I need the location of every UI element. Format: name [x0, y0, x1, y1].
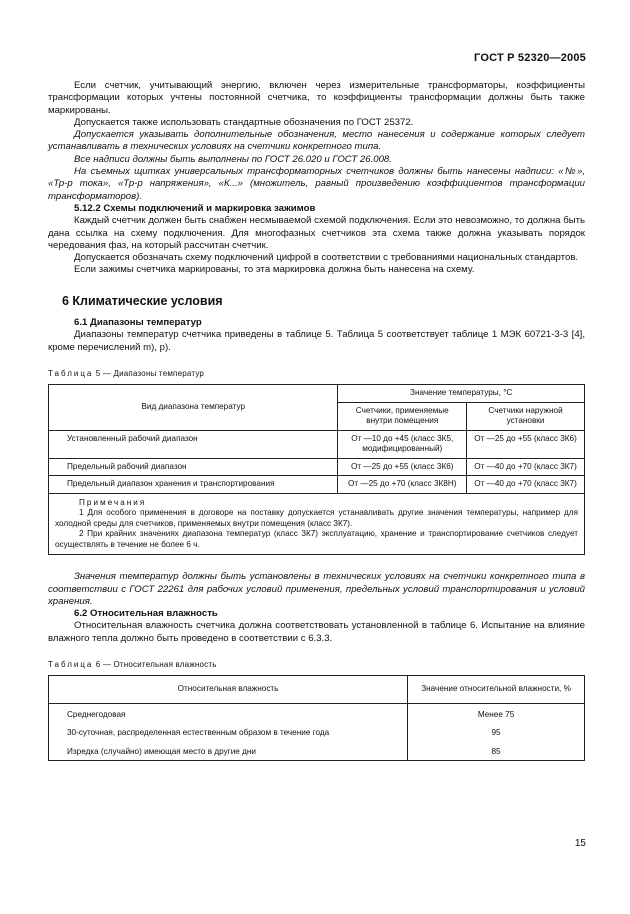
paragraph: Значения температур должны быть установлены в технических условиях на счетчики конкретного типа в соответствии с ГОСТ 22261 для рабочих условий применения, предельных условий транспортирования и условий хранения. — [48, 571, 585, 607]
table-cell: 95 — [408, 723, 585, 742]
note-item: 1 Для особого применения в договоре на поставку допускается устанавливать другие значения температуры, например для холодной среды для счетчиков, применяемых внутри помещения (класс 3К7). — [55, 508, 578, 528]
paragraph: Диапазоны температур счетчика приведены в таблице 5. Таблица 5 соответствует таблице 1 МЭК 60721-3-3 [4], кроме перечислений m), p). — [48, 329, 585, 353]
table-cell: От —40 до +70 (класс 3К7) — [467, 476, 585, 494]
paragraph: Если счетчик, учитывающий энергию, включен через измерительные трансформаторы, коэффициенты трансформации которых учтены постоянной счетчика, то коэффициенты трансформации должны быть также маркированы. — [48, 80, 585, 116]
table-cell: От —25 до +70 (класс 3К8Н) — [338, 476, 467, 494]
table-cell: 30-суточная, распределенная естественным образом в течение года — [49, 723, 408, 742]
document-id: ГОСТ Р 52320—2005 — [474, 52, 586, 64]
paragraph: Если зажимы счетчика маркированы, то эта маркировка должна быть нанесена на схему. — [74, 264, 475, 276]
table-header: Вид диапазона температур — [49, 385, 338, 431]
humidity-table — [48, 675, 585, 761]
table-row — [49, 723, 585, 742]
table-caption-word: Таблица — [48, 368, 94, 378]
table-cell: 85 — [408, 742, 585, 761]
paragraph: Допускается обозначать схему подключений цифрой в соответствии с требованиями национальных стандартов. — [74, 252, 579, 264]
table-cell: Среднегодовая — [49, 703, 408, 723]
table-header: Счетчики, применяемые внутри помещения — [338, 402, 467, 430]
paragraph: Допускается также использовать стандартные обозначения по ГОСТ 25372. — [74, 116, 414, 128]
table-header: Счетчики наружной установки — [467, 402, 585, 430]
table-notes — [49, 493, 585, 555]
table-cell: От —40 до +70 (класс 3К7) — [467, 458, 585, 476]
table-cell: Изредка (случайно) имеющая место в другие дни — [49, 742, 408, 761]
table-caption — [48, 659, 585, 671]
note-item: 2 При крайних значениях диапазона температур (класс 3К7) эксплуатацию, хранение и транспортирование счетчиков следует осуществлять в течение не более 6 ч. — [55, 529, 578, 549]
paragraph: На съемных щитках универсальных трансформаторных счетчиков должны быть нанесены надписи: «№», «Тр-р тока», «Тр-р напряжения», «К...» (множитель, равный произведению коэффициентов трансформации трансформаторов). — [48, 166, 585, 202]
table-cell: Предельный рабочий диапазон — [49, 458, 338, 476]
notes-title: Примечания — [79, 497, 147, 507]
subsection-title: 6.1 Диапазоны температур — [74, 317, 202, 329]
table-row — [49, 430, 585, 458]
table-cell: Установленный рабочий диапазон — [49, 430, 338, 458]
subsection-title: 6.2 Относительная влажность — [74, 608, 218, 620]
table-header: Значение температуры, °С — [338, 385, 585, 403]
paragraph: Допускается указывать дополнительные обозначения, место нанесения и содержание которых следует устанавливать в технических условиях на счетчики конкретного типа. — [48, 129, 585, 153]
paragraph: Все надписи должны быть выполнены по ГОСТ 26.020 и ГОСТ 26.008. — [74, 153, 392, 165]
paragraph: Относительная влажность счетчика должна соответствовать установленной в таблице 6. Испытание на влияние влажного тепла должно быть проведено в соответствии с 6.3.3. — [48, 620, 585, 644]
table-cell: Предельный диапазон хранения и транспортирования — [49, 476, 338, 494]
table-row — [49, 458, 585, 476]
table-header: Относительная влажность — [49, 676, 408, 704]
table-caption-text: 5 — Диапазоны температур — [93, 368, 205, 378]
table-cell: От —25 до +55 (класс 3К6) — [338, 458, 467, 476]
page-body — [48, 80, 585, 761]
temperature-table — [48, 384, 585, 555]
section-title: 6 Климатические условия — [62, 293, 223, 308]
table-cell: От —25 до +55 (класс 3К6) — [467, 430, 585, 458]
table-row — [49, 742, 585, 761]
table-row — [49, 476, 585, 494]
table-row — [49, 703, 585, 723]
table-cell: Менее 75 — [408, 703, 585, 723]
page-number: 15 — [574, 838, 586, 849]
table-caption-text: 6 — Относительная влажность — [93, 660, 217, 670]
table-caption-word: Таблица — [48, 660, 94, 670]
table-caption — [48, 368, 585, 380]
table-cell: От —10 до +45 (класс 3К5, модифицированный) — [338, 430, 467, 458]
paragraph: Каждый счетчик должен быть снабжен несмываемой схемой подключения. Если это невозможно, то должна быть дана ссылка на схему подключения. Для многофазных счетчиков эта схема также должна указывать порядок чередования фаз, на который рассчитан счетчик. — [48, 215, 585, 251]
subsection-title: 5.12.2 Схемы подключений и маркировка зажимов — [74, 202, 316, 214]
table-header: Значение относительной влажности, % — [408, 676, 585, 704]
